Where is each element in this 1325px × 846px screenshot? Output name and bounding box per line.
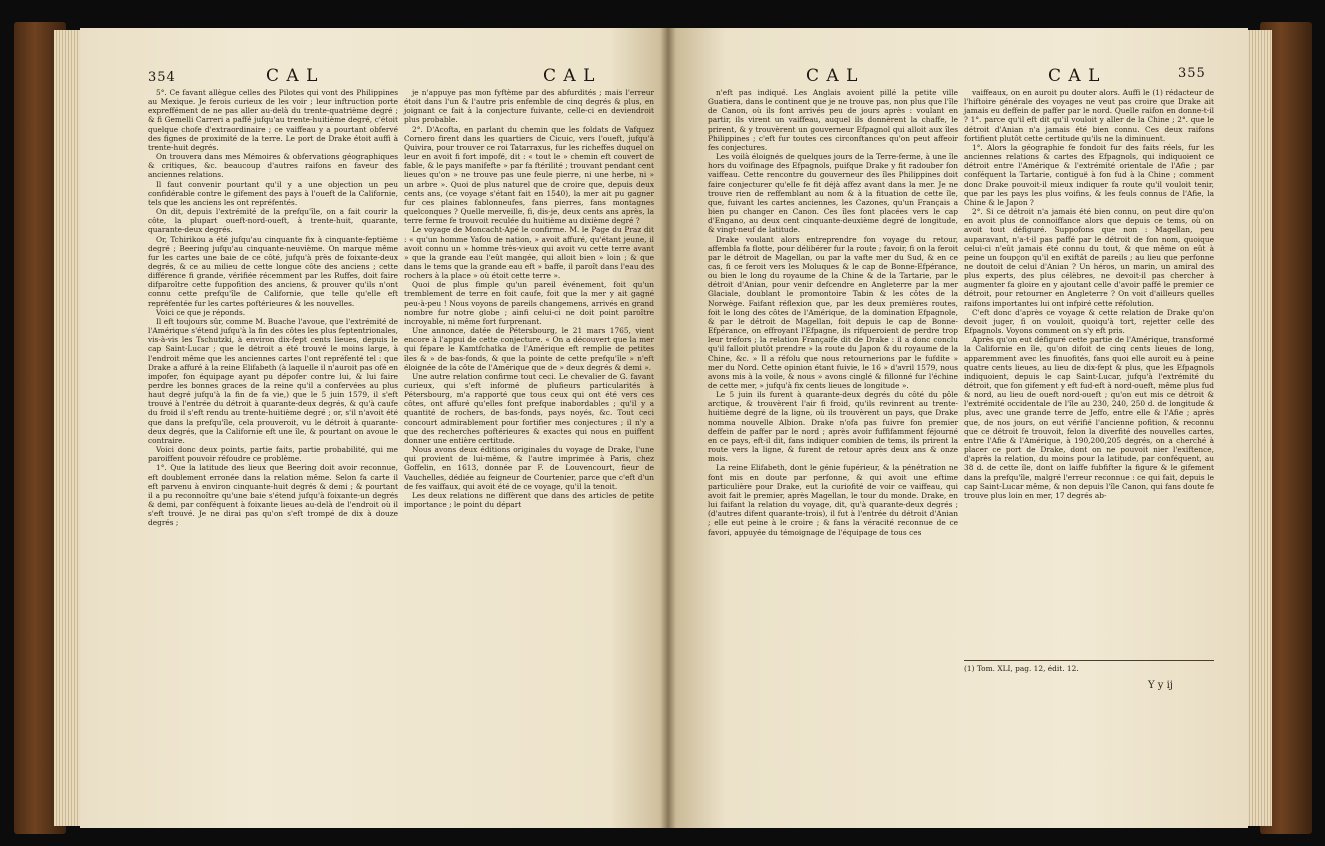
paragraph: Le voyage de Moncacht-Apé le confirme. M. le Page du Praz dit : « qu'un homme Yafou de nation, » avoit affuré, qu'étant jeune, il avoit connu un » homme très-vieux qui avoit vu cette terre avant » que la grande eau l'eût mangée, qui alloit bien » loin ; & que dans le tems que la grande eau eft » baffe, il paroît dans l'eau des rochers à la place » où étoit cette terre ».: [404, 225, 654, 281]
right-page-number: 355: [1178, 66, 1206, 81]
paragraph: 5°. Ce favant allègue celles des Pilotes qui vont des Philippines au Mexique. Je ferois curieux de les voir ; leur inftruction porte expreffément de ne pas aller au-delà du trente-quatrième degré ; & fi Gemelli Carreri a paffé jufqu'au trente-huitième degré, c'étoit quelque chofe d'extraordinaire ; ce vaiffeau y a pourtant obfervé des fignes de proximité de la terre. Le port de Drake étoit auffi à trente-huit degrés.: [148, 88, 398, 152]
left-page-number: 354: [148, 70, 176, 85]
left-page-edges: [54, 30, 82, 826]
paragraph: 2°. Si ce détroit n'a jamais été bien connu, on peut dire qu'on en avoit plus de connoiffance alors que depuis ce tems, où on avoit tout défiguré. Suppofons que non : Magellan, peu auparavant, n'a-t-il pas paffé par le détroit de fon nom, quoique celui-ci n'eût jamais été connu du tout, & que même on eût à peine un foupçon qu'il en exiftât de pareils ; au lieu que perfonne ne doutoit de celui d'Anian ? Un héros, un marin, un amiral des plus experts, des plus célèbres, ne devoit-il pas chercher à augmenter fa gloire en y ajoutant celle d'avoir paffé le premier ce détroit, pour retourner en Angleterre ? On voit d'ailleurs quelles raifons importantes lui ont infpiré cette réfolution.: [964, 207, 1214, 308]
paragraph: Nous avons deux éditions originales du voyage de Drake, l'une qui provient de lui-même, & l'autre imprimée à Paris, chez Goffelin, en 1613, donnée par F. de Louvencourt, fieur de Vauchelles, dédiée au feigneur de Courtenier, parce que c'eft d'un de fes vaiffaux, qui avoit été de ce voyage, qu'il la tenoit.: [404, 445, 654, 491]
paragraph: Il faut convenir pourtant qu'il y a une objection un peu confidérable contre le gifement des pays à l'oueft de la Californie, tels que les anciens les ont repréfentés.: [148, 179, 398, 207]
right-page: [668, 28, 1248, 828]
left-page-column-2: [404, 88, 654, 509]
footnote: (1) Tom. XLI, pag. 12, édit. 12.: [964, 660, 1214, 673]
paragraph: Il eft toujours sûr, comme M. Buache l'avoue, que l'extrémité de l'Amérique s'étend jufqu'à la fin des côtes les plus feptentrionales, vis-à-vis les Tschutzki, à environ dix-fept cents lieues, depuis le cap Saint-Lucar ; que le détroit a été trouvé le moins large, à l'endroit même que les anciennes cartes l'ont repréfenté tel : que Drake a affuré à la reine Elifabeth (à laquelle il n'auroit pas ofé en impofer, fon équipage ayant pu dépofer contre lui, & lui faire perdre les bonnes graces de la reine qu'il a confervées au plus haut degré jufqu'à la fin de fa vie,) que le 5 juin 1579, il s'eft trouvé à l'entrée du détroit à quarante-deux degrés, & qu'à caufe du froid il s'eft rendu au trente-huitième degré ; or, s'il n'avoit été que dans la prefqu'île, cela prouveroit, vu le détroit à quarante-deux degrés, que la Californie eft une île, & pourtant on avoue le contraire.: [148, 316, 398, 445]
paragraph: Drake voulant alors entreprendre fon voyage du retour, affembla fa flotte, pour délibérer fur la route ; favoir, fi on la feroit par le détroit de Magellan, ou par la vafte mer du Sud, & en ce cas, fi ce feroit vers les Moluques & le cap de Bonne-Efpérance, ou bien le long du royaume de la Chine & de la Tartarie, par le détroit d'Anian, pour venir defcendre en Angleterre par la mer Glaciale, doublant le promontoire Tabin & les côtes de la Norwège. Faifant réflexion que, par les deux premières routes, foit le long des côtes de l'Amérique, de la domination Efpagnole, & par le détroit de Magellan, foit depuis le cap de Bonne-Efpérance, on effroyant l'Efpagne, ils rifqueroient de perdre trop leur tréfors ; la relation Françaife dit de Drake : il a donc conclu qu'il falloit plutôt prendre » la route du Japon & du royaume de la Chine, &c. » Il a réfolu que nous retournerions par le fufdite » mer du Nord. Cette opinion étant fuivie, le 16 » d'avril 1579, nous avons mis à la voile, & nous » avons cinglé & fillonné fur l'échine de cette mer, » jufqu'à fix cents lieues de longitude ».: [708, 234, 958, 390]
right-page-edges: [1244, 30, 1272, 826]
paragraph: Les deux relations ne diffèrent que dans des articles de petite importance ; le point du départ: [404, 490, 654, 510]
gutter-shadow: [660, 28, 676, 828]
paragraph: Quoi de plus fimple qu'un pareil événement, foit qu'un tremblement de terre en foit caufe, foit que la mer y ait gagné peu-à-peu ! Nous voyons de pareils changemens, arrivés en grand nombre fur notre globe ; ainfi celui-ci ne doit point paroître incroyable, ni même fort furprenant.: [404, 280, 654, 326]
paragraph: On dit, depuis l'extrémité de la prefqu'île, on a fait courir la côte, la plupart oueft-nord-oueft, à trente-huit, quarante, quarante-deux degrés.: [148, 207, 398, 235]
left-header-word-1: C A L: [266, 66, 319, 86]
right-running-header: [708, 66, 1208, 88]
paragraph: La reine Elifabeth, dont le génie fupérieur, & la pénétration ne font mis en doute par perfonne, & qui avoit une eftime particulière pour Drake, eut la curiofité de voir ce vaiffeau, qui avoit fait le premier, après Magellan, le tour du monde. Drake, en lui faifant la relation du voyage, dit, qu'à quarante-deux degrés ; (d'autres difent quarante-trois), il fut à l'entrée du détroit d'Anian ; elle eut peine à le croire ; & fans la véracité reconnue de ce favori, appuyée du témoignage de l'équipage de tous ces: [708, 463, 958, 537]
right-header-word-1: C A L: [806, 66, 859, 86]
left-page-column-1: [148, 88, 398, 528]
paragraph: 1°. Alors la géographie fe fondoit fur des faits réels, fur les anciennes relations & cartes des Efpagnols, qui indiquoient ce détroit entre l'Amérique & l'extrémité orientale de l'Afie ; par conféquent la Tartarie, contiguë à fon fud à la Chine ; comment donc Drake pouvoit-il mieux indiquer fa route qu'il vouloit tenir, que par les pays les plus voifins, & les feuls connus de l'Afie, la Chine & le Japon ?: [964, 142, 1214, 207]
paragraph: Les voilà éloignés de quelques jours de la Terre-ferme, à une île hors du voifinage des Efpagnols, puifque Drake y fit radouber fon vaiffeau. Cette rencontre du gouverneur des îles Philippines doit faire conjecturer qu'elle fe fit déjà affez avant dans la mer. Je ne trouve rien de reffemblant au nom & à la fituation de cette île, que, fuivant les cartes anciennes, les Cazones, qu'un Français a bien pu changer en Canon. Ces îles font placées vers le cap d'Engano, au deux cent cinquante-deuxième degré de longitude, & vingt-neuf de latitude.: [708, 152, 958, 235]
paragraph: Une annonce, datée de Pétersbourg, le 21 mars 1765, vient encore à l'appui de cette conjecture. « On a découvert que la mer qui fépare le Kamtfchatka de l'Amérique eft remplie de petites îles & » de bas-fonds, & que la pointe de cette prefqu'île » n'eft éloignée de la côte de l'Amérique que de » deux degrés & demi ».: [404, 326, 654, 372]
open-book: [14, 22, 1312, 834]
left-page: [80, 28, 668, 828]
paragraph: vaiffeaux, on en auroit pu douter alors. Auffi le (1) rédacteur de l'hiftoire générale des voyages ne veut pas croire que Drake ait jamais eu deffein de paffer par le nord. Quelle raifon en donne-t-il ? 1°. parce qu'il eft dit qu'il vouloit y aller de la Chine ; 2°. que le détroit d'Anian n'a jamais été bien connu. Ces deux raifons fortifient plutôt cette certitude qu'ils ne la diminuent.: [964, 88, 1214, 143]
paragraph: Voici ce que je réponds.: [156, 307, 246, 317]
left-running-header: [148, 66, 668, 88]
paragraph: Voici donc deux points, partie faits, partie probabilité, qui me paroiffent pouvoir réfoudre ce problème.: [148, 445, 398, 464]
right-page-column-2: [964, 88, 1214, 500]
left-header-word-2: C A L: [543, 66, 596, 86]
paragraph: je n'appuye pas mon fyftème par des abfurdités ; mais l'erreur étoit dans l'un & l'autre pris enfemble de cinq degrés & plus, en joignant ce fait à la conjecture fuivante, celle-ci en deviendroit plus probable.: [404, 88, 654, 125]
paragraph: Le 5 juin ils furent à quarante-deux degrés du côté du pôle arctique, & trouvèrent l'air fi froid, qu'ils revinrent au trente-huitième degré de la ligne, où ils trouvèrent un pays, que Drake nomma nouvelle Albion. Drake n'ofa pas fuivre fon premier deffein de paffer par le nord ; après avoir fuffifamment féjourné en ce pays, eft-il dit, fans indiquer combien de tems, ils prirent la route vers la ligne, & furent de retour après deux ans & onze mois.: [708, 390, 958, 464]
right-page-column-1: [708, 88, 958, 537]
paragraph: On trouvera dans mes Mémoires & obfervations géographiques & critiques, &c. beaucoup d'autres raifons en faveur des anciennes relations.: [148, 152, 398, 180]
paragraph: n'eft pas indiqué. Les Anglais avoient pillé la petite ville Guatiera, dans le continent que je ne trouve pas, non plus que l'île de Canon, où ils font arrivés peu de jours après : voulant en partir, ils virent un vaiffeau, auquel ils donnèrent la chaffe, le prirent, & y trouvèrent un gouverneur Efpagnol qui alloit aux îles Philippines ; c'eft fur toutes ces circonftances qu'on peut affeoir fes conjectures.: [708, 88, 958, 152]
signature-mark: Y y ij: [1148, 680, 1173, 691]
paragraph: 2°. D'Acofta, en parlant du chemin que les foldats de Vafquez Cornero firent dans les quartiers de Cicuic, vers l'oueft, jufqu'à Quivira, pour trouver ce roi Tatarraxus, fur les richeffes duquel on leur en avoit fi fort impofé, dit : « tout le » chemin eft couvert de fable, & le pays manifefte » par fa ftérilité ; trouvant pendant cent lieues qu'on » ne trouve pas une feule pierre, ni une herbe, ni » un arbre ». Quoi de plus naturel que de croire que, depuis deux cents ans, (ce voyage s'étant fait en 1540), la mer ait pu gagner fur ces plaines fablonneufes, fans pierres, fans montagnes quelconques ? Quelle merveille, fi, dis-je, deux cents ans après, la terre ferme fe trouvoit reculée du huitième au dixième degré ?: [404, 124, 654, 226]
paragraph: 1°. Que la latitude des lieux que Beering doit avoir reconnue, eft doublement erronée dans la relation même. Selon fa carte il eft parvenu à environ cinquante-huit degrés & demi ; & pourtant il a pu reconnoître qu'une baie s'étend jufqu'à foixante-un degrés & demi, par conféquent à foixante lieues au-delà de l'endroit où il s'eft trouvé. Je ne dirai pas qu'on s'eft trompé de dix à douze degrés ;: [148, 463, 398, 528]
paragraph: Or, Tchirikou a été jufqu'au cinquante fix à cinquante-feptième degré ; Beering jufqu'au cinquante-neuvième. On marque même fur les cartes une baie de ce côté, jufqu'à près de foixante-deux degrés, & ce au milieu de cette longue côte des anciens ; cette différence fi grande, vérifiée récemment par les Ruffes, doit faire difparoître cette fuppofition des anciens, & prouver qu'ils n'ont connu cette prefqu'île de Californie, que telle qu'elle eft repréfentée fur les cartes poftérieures & les nouvelles.: [148, 234, 398, 308]
paragraph: Une autre relation confirme tout ceci. Le chevalier de G. favant curieux, qui s'eft informé de plufieurs particularités à Pétersbourg, m'a rapporté que tous ceux qui ont été vers ces côtes, ont affuré qu'elles font prefque inabordables ; qu'il y a quantité de rochers, de bas-fonds, pays noyés, &c. Tout ceci concourt admirablement pour fortifier mes conjectures ; il n'y a que des recherches poftérieures & exactes qui nous en puiffent donner une entière certitude.: [404, 371, 654, 445]
paragraph: C'eft donc d'après ce voyage & cette relation de Drake qu'on devoit juger, fi on vouloit, quoiqu'à tort, rejetter celle des Efpagnols. Voyons comment on s'y eft pris.: [964, 307, 1214, 336]
paragraph: Après qu'on eut défiguré cette partie de l'Amérique, transformé la Californie en île, qu'on difoit de cinq cents lieues de long, apparemment avec les finuofités, fans quoi elle auroit eu à peine quatre cents lieues, au lieu de dix-fept & plus, que les Efpagnols indiquoient, depuis le cap Saint-Lucar, jufqu'à l'extrémité du détroit, que fon gifement y eft fud-eft à nord-oueft, même plus fud & nord, au lieu de oueft nord-oueft ; qu'on eut mis ce détroit & l'extrémité occidentale de l'île au 230, 240, 250 d. de longitude & plus, avec une grande terre de Jeffo, entre elle & l'Afie ; après que, de nos jours, on eut vérifié l'ancienne pofition, & reconnu que ce détroit fe trouvoit, felon la diverfité des nouvelles cartes, entre l'Afie & l'Amérique, à 190,200,205 degrés, on a cherché à placer ce port de Drake, dont on ne pouvoit nier l'exiftence, d'après la relation, du moins pour la latitude, par conféquent, au 38 d. de cette île, dont on laiffe fubfifter la figure & le gifement dans la prefqu'île, malgré l'erreur reconnue : ce qui fait, depuis le cap Saint-Lucar même, & non depuis l'île Canon, qui fans doute fe trouve plus loin en mer, 17 degrés ab-: [964, 335, 1214, 500]
right-header-word-2: C A L: [1048, 66, 1101, 86]
